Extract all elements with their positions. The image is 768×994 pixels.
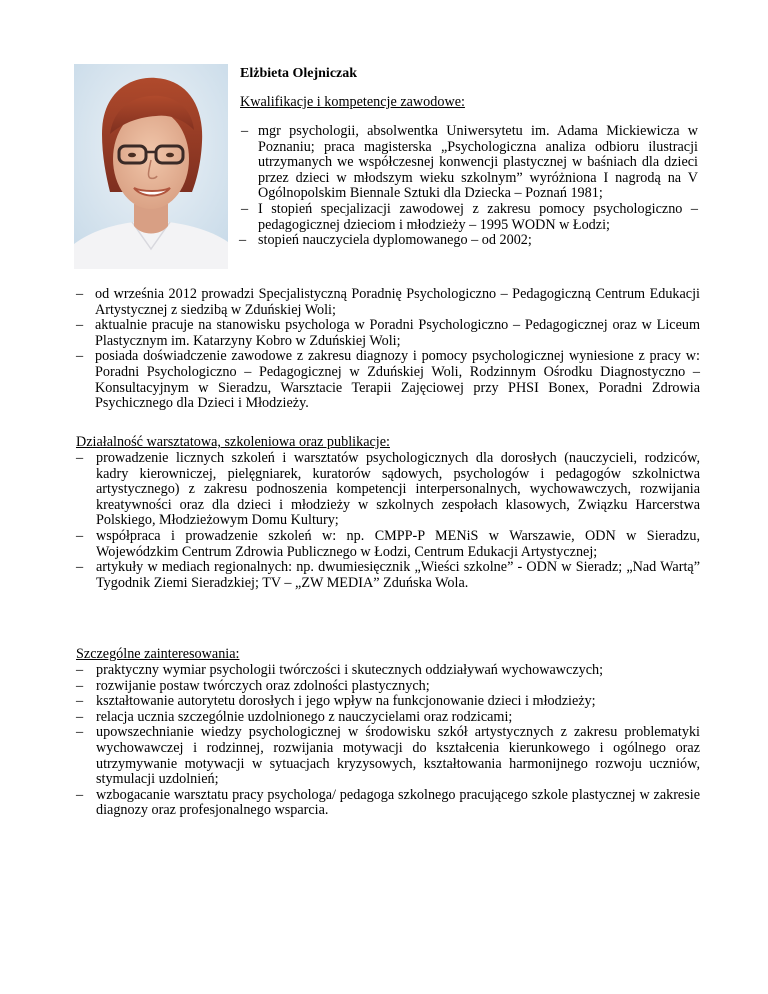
list-item: – posiada doświadczenie zawodowe z zakresu diagnozy i pomocy psychologicznej wyniesione z pracy w: Poradni Psychologiczno – Pedagogicznej w Zduńskiej Woli, Rodzinnym Ośrodku Diagnostyczno – Konsultacyjnym w Sieradzu, Warsztacie Terapii Zajęciowej przy PHSI Bonex, Poradni Zdrowia Psychicznego dla Dzieci i Młodzieży. xyxy=(76,349,700,411)
list-item: – prowadzenie licznych szkoleń i warsztatów psychologicznych dla dorosłych (nauczycieli, rodziców, kadry kierowniczej, pielęgniarek, kuratorów sądowych, psychologów i pedagogów szkolnictwa artystycznego) z zakresu podnoszenia kompetencji interpersonalnych, wychowawczych, rozwijania kreatywności oraz dla dzieci i młodzieży w szkolnych zespołach klasowych, Związku Harcerstwa Polskiego, Młodzieżowym Domu Kultury; xyxy=(76,451,700,529)
list-item: – współpraca i prowadzenie szkoleń w: np. CMPP-P MENiS w Warszawie, ODN w Sieradzu, Wojewódzkim Centrum Zdrowia Publicznego w Łodzi, Centrum Edukacji Artystycznej; xyxy=(76,529,700,560)
list-item: – aktualnie pracuje na stanowisku psychologa w Poradni Psychologiczno – Pedagogicznej oraz w Liceum Plastycznym im. Katarzyny Kobro w Zduńskiej Woli; xyxy=(76,318,700,349)
list-item: – mgr psychologii, absolwentka Uniwersytetu im. Adama Mickiewicza w Poznaniu; praca magisterska „Psychologiczna analiza odbioru ilustracji utrzymanych we współczesnej konwencji plastycznej w baśniach dla dzieci przez dzieci w młodszym wieku szkolnym” wyróżniona I nagrodą na V Ogólnopolskim Biennale Sztuki dla Dziecka – Poznań 1981; xyxy=(258,124,698,202)
workshops-list xyxy=(76,451,700,591)
list-item: – wzbogacanie warsztatu pracy psychologa/ pedagoga szkolnego pracującego szkole plastycznej w zakresie diagnozy oraz profesjonalnego wsparcia. xyxy=(76,788,700,819)
list-item: – rozwijanie postaw twórczych oraz zdolności plastycznych; xyxy=(76,679,700,695)
list-item: – I stopień specjalizacji zawodowej z zakresu pomocy psychologiczno – pedagogicznej dzieciom i młodzieży – 1995 WODN w Łodzi; xyxy=(258,202,698,233)
qualifications-heading: Kwalifikacje i kompetencje zawodowe: xyxy=(240,94,465,110)
list-item: – artykuły w mediach regionalnych: np. dwumiesięcznik „Wieści szkolne” - ODN w Sieradz; „Nad Wartą” Tygodnik Ziemi Sieradzkiej; TV – „ZW MEDIA” Zduńska Wola. xyxy=(76,560,700,591)
list-item: – od września 2012 prowadzi Specjalistyczną Poradnię Psychologiczno – Pedagogiczną Centrum Edukacji Artystycznej z siedzibą w Zduńskiej Woli; xyxy=(76,287,700,318)
list-item: – kształtowanie autorytetu dorosłych i jego wpływ na funkcjonowanie dzieci i młodzieży; xyxy=(76,694,700,710)
list-item: – relacja ucznia szczególnie uzdolnionego z nauczycielami oraz rodzicami; xyxy=(76,710,700,726)
portrait-photo xyxy=(74,64,228,269)
person-name: Elżbieta Olejniczak xyxy=(240,66,358,81)
list-item: – praktyczny wymiar psychologii twórczości i skutecznych oddziaływań wychowawczych; xyxy=(76,663,700,679)
portrait-illustration xyxy=(74,64,228,269)
list-item: – upowszechnianie wiedzy psychologicznej w środowisku szkół artystycznych z zakresu problematyki wychowawczej i rodzinnej, rozwijania motywacji do kształcenia kierunkowego i ogólnego oraz utrzymywanie motywacji w sytuacjach kryzysowych, kształtowania harmonijnego rozwoju uczniów, stymulacji uzdolnień; xyxy=(76,725,700,787)
interests-heading: Szczególne zainteresowania: xyxy=(76,646,240,662)
list-item: – stopień nauczyciela dyplomowanego – od 2002; xyxy=(258,233,687,249)
qualifications-list-full xyxy=(76,287,700,412)
interests-list xyxy=(76,663,700,819)
workshops-heading: Działalność warsztatowa, szkoleniowa oraz publikacje: xyxy=(76,434,390,450)
qualifications-list-beside-photo xyxy=(258,124,698,249)
